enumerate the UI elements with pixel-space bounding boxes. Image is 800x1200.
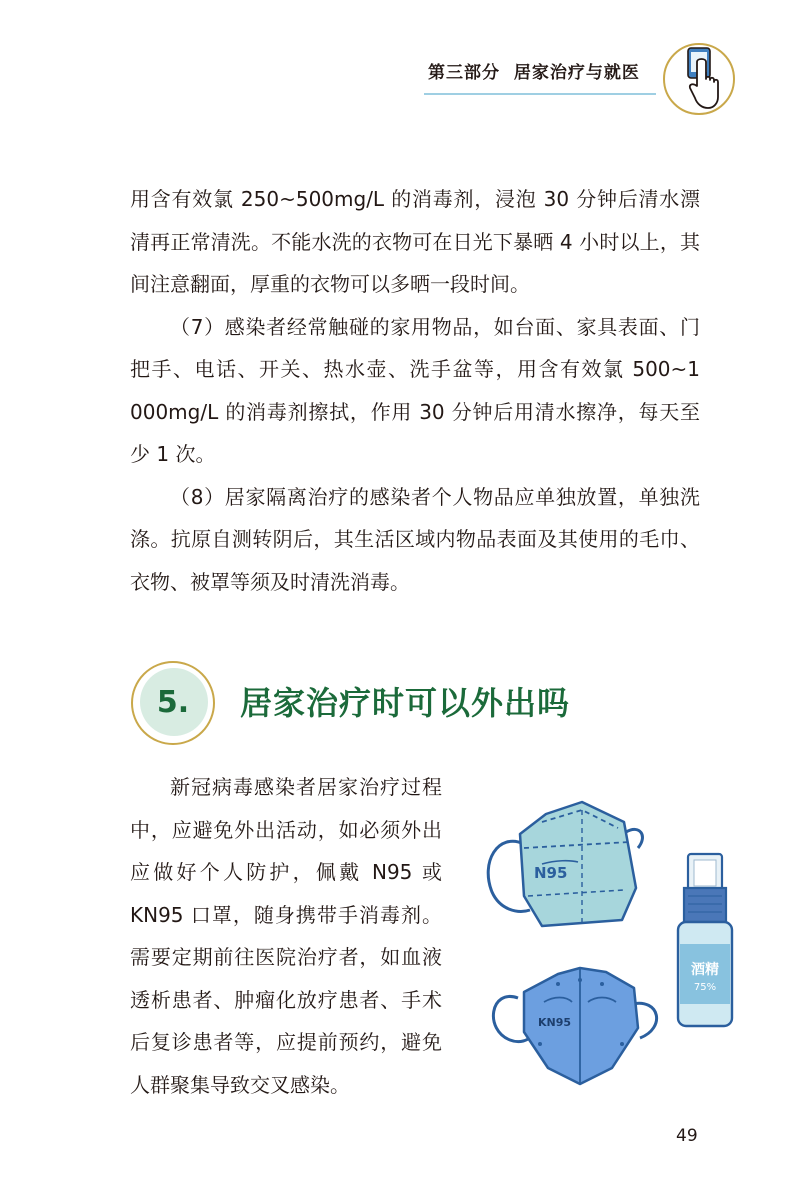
bottle-percent: 75% (693, 982, 717, 993)
page-number: 49 (676, 1126, 698, 1146)
paragraph-3: （8）居家隔离治疗的感染者个人物品应单独放置，单独洗涤。抗原自测转阴后，其生活区域内物品表面及其使用的毛巾、衣物、被罩等须及时清洗消毒。 (130, 484, 700, 594)
section-heading (130, 660, 690, 750)
header-part: 第三部分 (428, 63, 500, 83)
hand-tapping-phone-icon (662, 42, 736, 116)
paragraph-2: （7）感染者经常触碰的家用物品，如台面、家具表面、门把手、电话、开关、热水壶、洗手盆等，用含有效氯 500~1 000mg/L 的消毒剂擦拭，作用 30 分钟后用清水擦净，每天至少 1 次。 (130, 314, 700, 466)
section-number: 5. (156, 685, 190, 720)
header-rule (424, 93, 656, 95)
body-text (130, 178, 700, 603)
section-title: 居家治疗时可以外出吗 (240, 684, 571, 722)
section-paragraph: 新冠病毒感染者居家治疗过程中，应避免外出活动，如必须外出应做好个人防护，佩戴 N95 或 KN95 口罩，随身携带手消毒剂。需要定期前往医院治疗者，如血液透析患者、肿瘤化放疗患者、手术后复诊患者等，应提前预约，避免人群聚集导致交叉感染。 (130, 775, 442, 1097)
n95-mask-icon (488, 802, 642, 926)
header-chapter: 居家治疗与就医 (513, 63, 640, 83)
mask2-label: KN95 (538, 1016, 572, 1029)
masks-and-sanitizer-illustration (484, 792, 744, 1090)
mask1-label: N95 (534, 864, 568, 882)
sanitizer-bottle-icon (678, 854, 732, 1026)
page-header (0, 0, 800, 120)
paragraph-1: 用含有效氯 250~500mg/L 的消毒剂，浸泡 30 分钟后清水漂清再正常清洗。不能水洗的衣物可在日光下暴晒 4 小时以上，其间注意翻面，厚重的衣物可以多晒一段时间。 (130, 187, 700, 296)
header-title (428, 58, 640, 83)
section-body (130, 766, 442, 1106)
bottle-label: 酒精 (691, 962, 719, 978)
kn95-mask-icon (493, 968, 656, 1084)
